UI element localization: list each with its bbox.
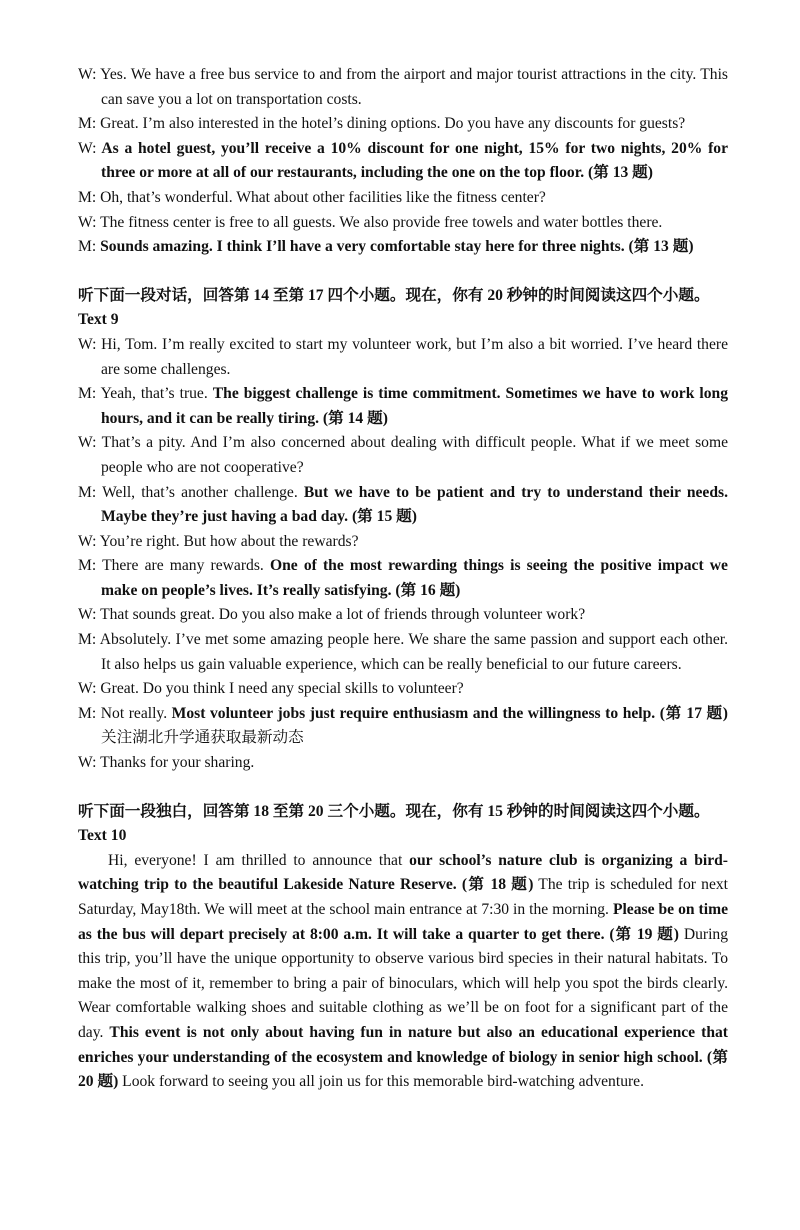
paragraph-text: The trip is scheduled for next Saturday, May18th. We will meet at the school main entrance at 7:30 in the morning. [78, 876, 728, 918]
answer-highlight: Most volunteer jobs just require enthusiasm and the willingness to help. (第 17 题) [171, 704, 729, 722]
dialogue-line [78, 628, 728, 677]
section-title: Text 10 [78, 827, 127, 845]
line-text: Yes. We have a free bus service to and from the airport and major tourist attractions in the city. This can save you a lot on transportation costs. [96, 66, 728, 108]
line-text: That sounds great. Do you also make a lot of friends through volunteer work? [96, 606, 586, 624]
dialogue-line [78, 63, 728, 112]
answer-highlight: Sounds amazing. I think I’ll have a very comfortable stay here for three nights. (第 13 题) [96, 238, 694, 256]
text9-section [78, 284, 728, 776]
dialogue-line [78, 603, 728, 628]
line-text: You’re right. But how about the rewards? [96, 532, 359, 550]
line-text: Absolutely. I’ve met some amazing people here. We share the same passion and support each other. It also helps us gain valuable experience, which can be really beneficial to our future careers. [96, 631, 728, 673]
dialogue-line [78, 112, 728, 137]
monologue-paragraph [78, 849, 728, 1095]
line-text: Thanks for your sharing. [96, 754, 255, 772]
paragraph-text: During this trip, you’ll have the unique opportunity to observe various bird species in their natural habitats. To make the most of it, remember to bring a pair of binoculars, which will help you spot the birds clearly. Wear comfortable walking shoes and suitable clothing as we’ll be on foot for a significant part of the day. [78, 925, 728, 1041]
dialogue-line [78, 554, 728, 603]
answer-highlight: One of the most rewarding things is seeing the positive impact we make on people’s lives. It’s really satisfying. (第 16 题) [101, 557, 728, 599]
speaker-label: W: [78, 335, 97, 353]
speaker-label: W: [78, 66, 97, 83]
speaker-label: M: [78, 115, 97, 133]
paragraph-text: Hi, everyone! I am thrilled to announce that [108, 851, 410, 869]
speaker-label: M: [78, 557, 97, 575]
speaker-label: W: [78, 606, 97, 624]
dialogue-line [78, 211, 728, 236]
text8-dialogue [78, 63, 728, 260]
answer-highlight: As a hotel guest, you’ll receive a 10% discount for one night, 15% for two nights, 20% for three or more at all of our restaurants, including the one on the top floor. (第 13 题) [96, 139, 728, 182]
line-text: Well, that’s another challenge. [96, 483, 304, 501]
line-text: Great. Do you think I need any special skills to volunteer? [96, 680, 464, 698]
speaker-label: M: [78, 385, 97, 403]
section-instruction: 听下面一段对话，回答第 14 至第 17 四个小题。现在，你有 20 秒钟的时间阅读这四个小题。 [78, 286, 710, 304]
line-text: That’s a pity. And I’m also concerned about dealing with difficult people. What if we meet some people who are not cooperative? [96, 434, 728, 476]
line-text: Hi, Tom. I’m really excited to start my volunteer work, but I’m also a bit worried. I’ve heard there are some challenges. [96, 335, 728, 378]
watermark-note: 关注湖北升学通获取最新动态 [101, 729, 304, 747]
answer-highlight: our school’s nature club is organizing a bird-watching trip to the beautiful Lakeside Nature Reserve. (第 18 题) [78, 851, 728, 894]
dialogue-line [78, 702, 728, 751]
speaker-label: M: [78, 483, 97, 501]
dialogue-line [78, 382, 728, 431]
dialogue-line [78, 137, 728, 186]
speaker-label: W: [78, 532, 97, 550]
dialogue-line [78, 751, 728, 776]
speaker-label: W: [78, 213, 97, 231]
line-text: The fitness center is free to all guests. We also provide free towels and water bottles there. [96, 213, 663, 231]
section-gap [78, 776, 728, 800]
section-title: Text 9 [78, 311, 119, 329]
answer-highlight: The biggest challenge is time commitment. Sometimes we have to work long hours, and it can be really tiring. (第 14 题) [101, 385, 728, 427]
speaker-label: M: [78, 188, 97, 206]
answer-highlight: But we have to be patient and try to understand their needs. Maybe they’re just having a bad day. (第 15 题) [101, 483, 728, 526]
dialogue-line [78, 530, 728, 555]
speaker-label: W: [78, 754, 97, 772]
speaker-label: M: [78, 704, 97, 722]
line-text: Oh, that’s wonderful. What about other facilities like the fitness center? [96, 188, 546, 206]
section-instruction: 听下面一段独白，回答第 18 至第 20 三个小题。现在，你有 15 秒钟的时间阅读这四个小题。 [78, 802, 710, 820]
dialogue-line [78, 677, 728, 702]
line-text: Yeah, that’s true. [96, 385, 213, 403]
line-text: Great. I’m also interested in the hotel’s dining options. Do you have any discounts for guests? [96, 115, 686, 133]
speaker-label: W: [78, 434, 97, 452]
speaker-label: M: [78, 631, 97, 649]
text10-section [78, 800, 728, 1095]
line-text: There are many rewards. [96, 557, 270, 575]
section-gap [78, 260, 728, 284]
dialogue-line [78, 186, 728, 211]
dialogue-line [78, 333, 728, 382]
paragraph-text: Look forward to seeing you all join us for this memorable bird-watching adventure. [118, 1073, 644, 1091]
speaker-label: W: [78, 680, 97, 698]
speaker-label: M: [78, 238, 97, 256]
dialogue-line [78, 481, 728, 530]
dialogue-line [78, 235, 728, 260]
dialogue-line [78, 431, 728, 480]
answer-highlight: Please be on time as the bus will depart precisely at 8:00 a.m. It will take a quarter to get there. (第 19 题) [78, 901, 728, 943]
speaker-label: W: [78, 139, 97, 157]
answer-highlight: This event is not only about having fun in nature but also an educational experience that enriches your understanding of the ecosystem and knowledge of biology in senior high school. (第 20 题) [78, 1023, 728, 1091]
line-text: Not really. [96, 704, 172, 722]
